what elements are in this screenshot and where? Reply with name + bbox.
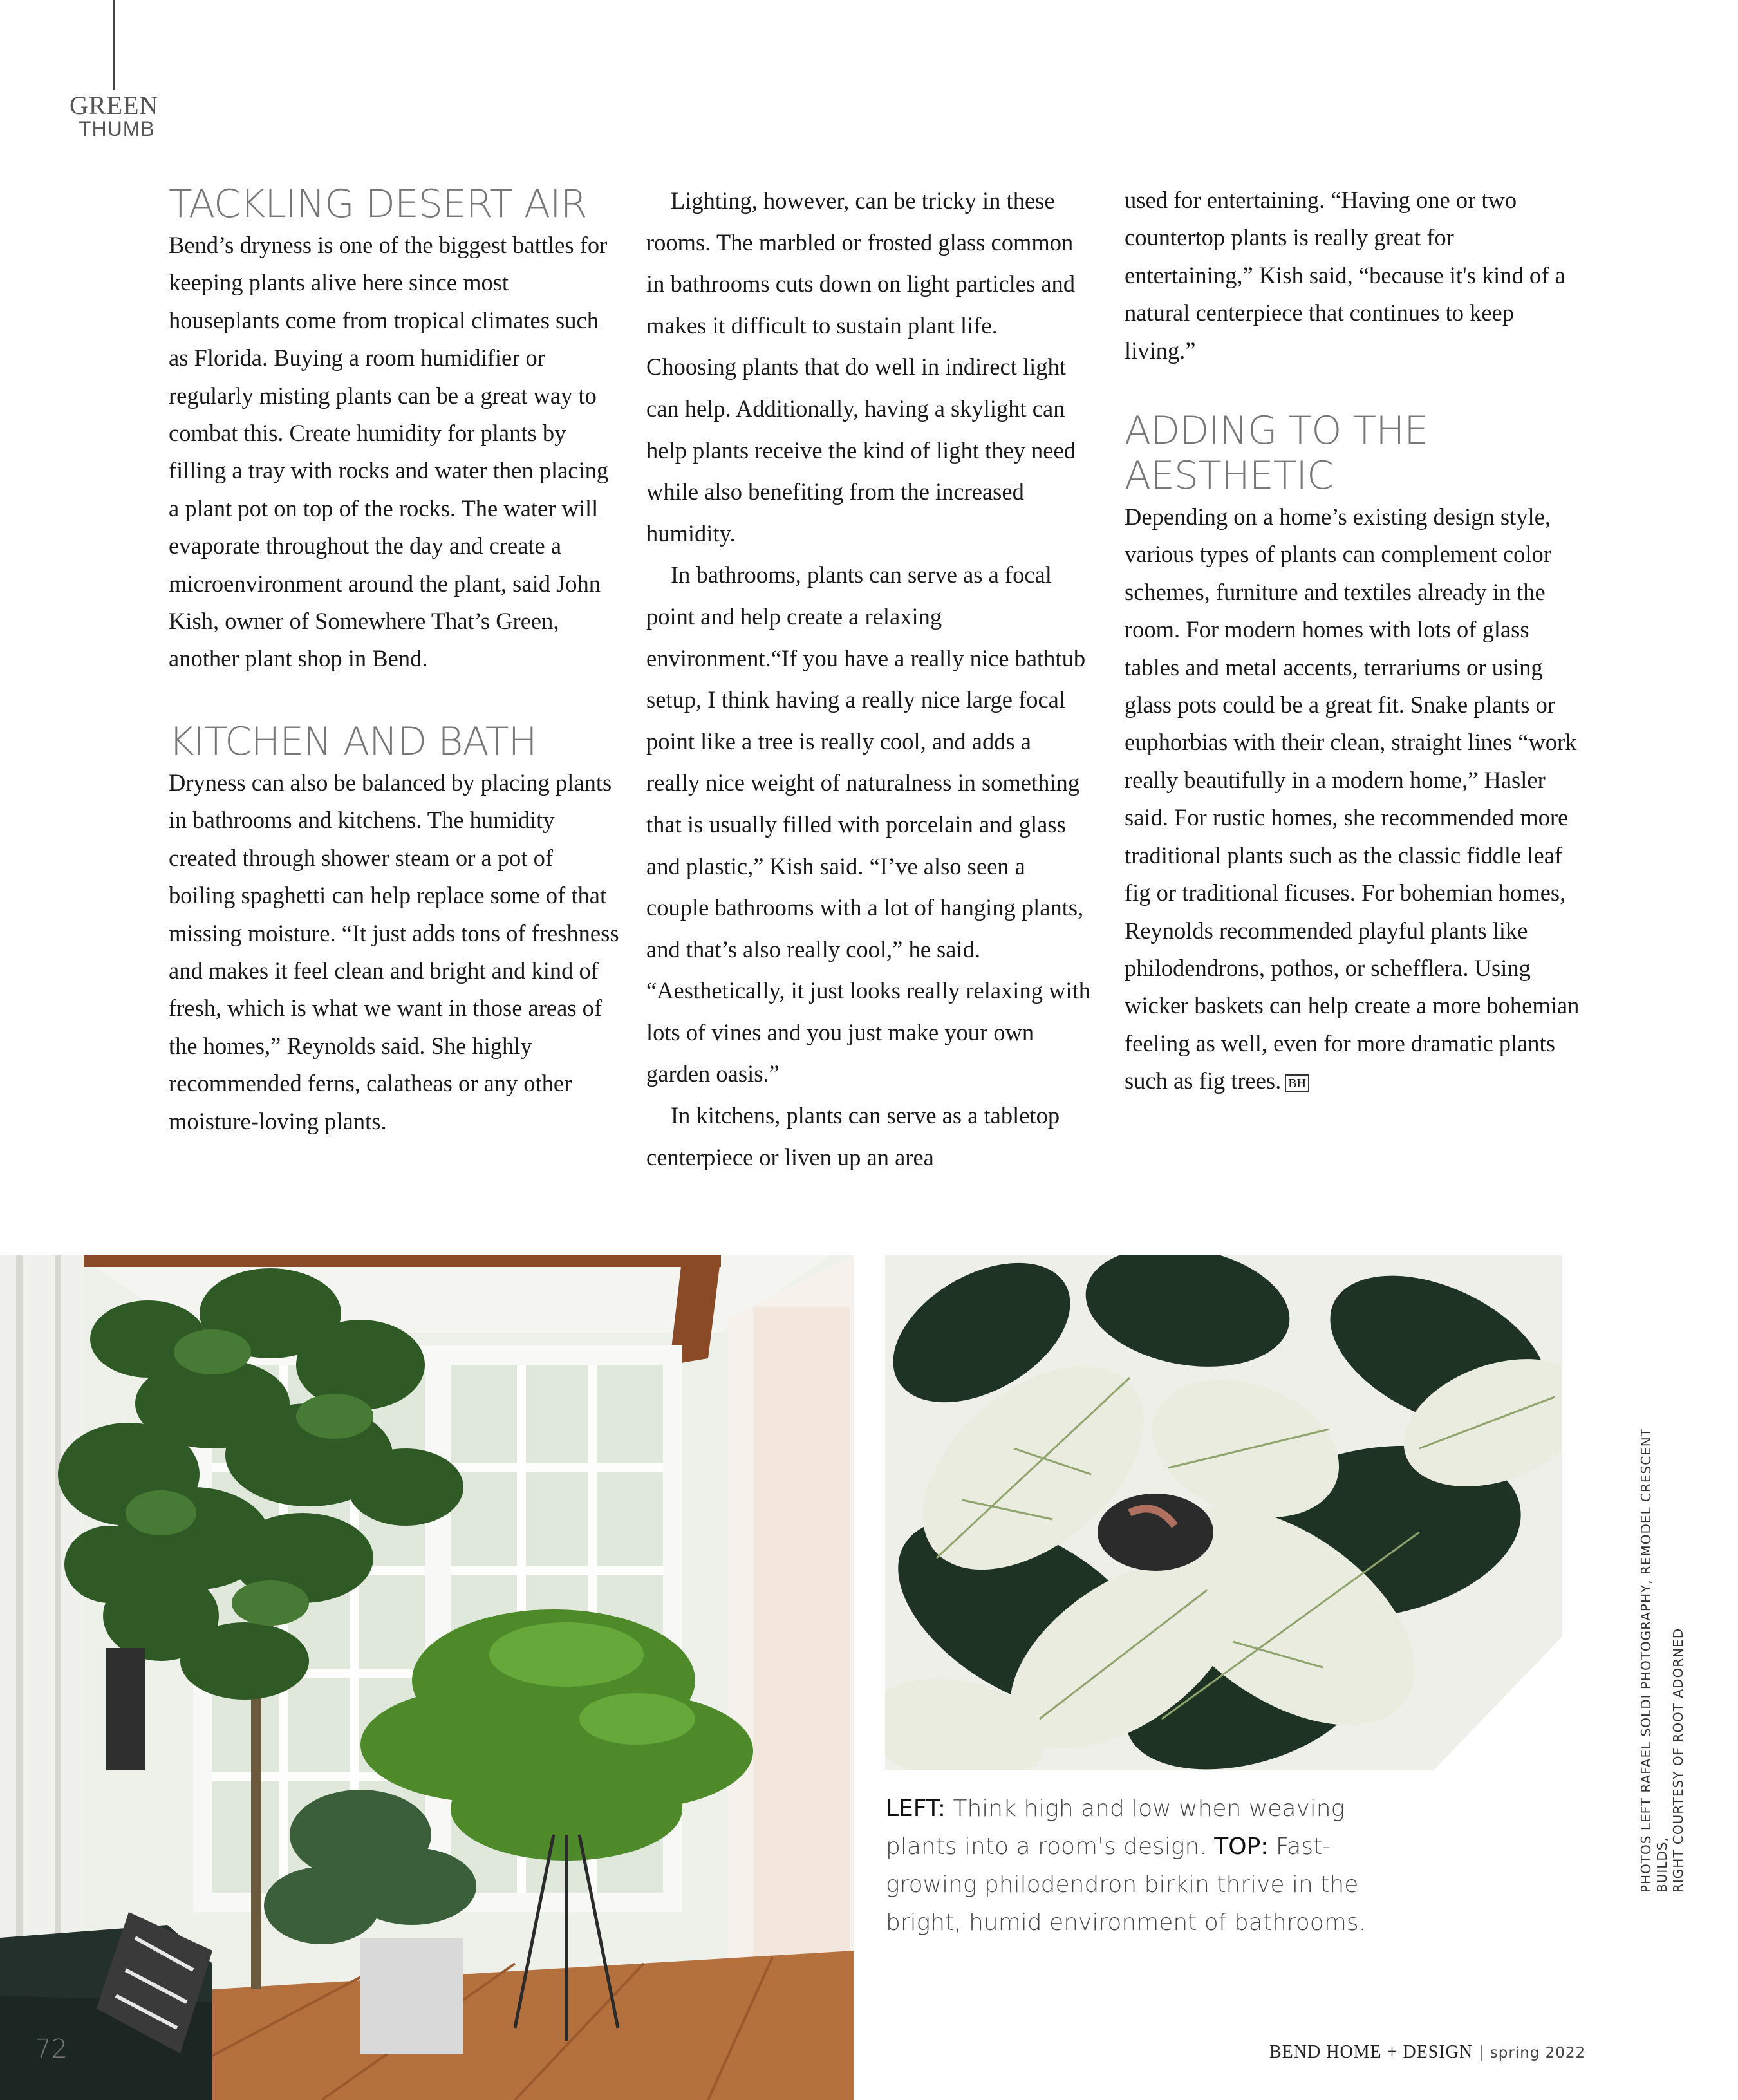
article-column-1 (169, 182, 619, 1140)
heading-kitchen-and-bath: KITCHEN AND BATH (169, 718, 537, 764)
paragraph: Bend’s dryness is one of the biggest battles for keeping plants alive here since most houseplants come from tropical climates such as Florida. Buying a room humidifier or regularly misting plants can be a great way to combat this. Create humidity for plants by filling a tray with rocks and water then placing a plant pot on top of the rocks. The water will evaporate throughout the day and create a microenvironment around the plant, said John Kish, owner of Somewhere That’s Green, another plant shop in Bend. (169, 232, 609, 672)
paragraph: In bathrooms, plants can serve as a focal point and help create a relaxing environment.“If you have a really nice bathtub setup, I think having a really nice large focal point like a tree is really cool, and adds a really nice weight of naturalness in something that is usually filled with porcelain and glass and plastic,” Kish said. “I’ve also seen a couple bathrooms with a lot of hanging plants, and that’s also really cool,” he said. “Aesthetically, it just looks really relaxing with lots of vines and you just make your own garden oasis.” (646, 561, 1090, 1087)
photo-credit-line-1: PHOTOS LEFT RAFAEL SOLDI PHOTOGRAPHY, REMODEL CRESCENT BUILDS, (1638, 1428, 1670, 1893)
photo-sunroom-plants (0, 1255, 854, 2100)
end-mark-logo: BH (1285, 1074, 1309, 1092)
caption-top-text: Fast-growing philodendron birkin thrive in the bright, humid environment of bathrooms. (886, 1833, 1367, 1936)
section-title: GREEN (70, 91, 159, 120)
caption-left-label: LEFT: (886, 1795, 946, 1822)
paragraph: used for entertaining. “Having one or two countertop plants is really great for entertaining,” Kish said, “because it's kind of a natural centerpiece that continues to keep living.” (1125, 187, 1565, 364)
article-column-2 (646, 180, 1090, 1178)
footer-separator: | (1479, 2042, 1484, 2062)
magazine-name: BEND HOME + DESIGN (1269, 2042, 1473, 2062)
issue-season: spring 2022 (1490, 2045, 1586, 2061)
paragraph: In kitchens, plants can serve as a tabletop centerpiece or liven up an area (646, 1102, 1060, 1170)
heading-tackling-desert-air: TACKLING DESERT AIR (169, 182, 587, 227)
section-subtitle: THUMB (79, 117, 155, 140)
photo-philodendron-birkin (885, 1255, 1562, 1770)
caption-top-label: TOP: (1214, 1833, 1269, 1860)
photo-caption (886, 1790, 1414, 1942)
paragraph (1125, 498, 1588, 1100)
footer-magazine (1269, 2042, 1585, 2063)
photo-credit-line-2: RIGHT COURTESY OF ROOT ADORNED (1670, 1627, 1686, 1893)
photo-credit (1638, 1378, 1687, 1893)
header-rule (113, 0, 115, 90)
article-column-3 (1125, 182, 1588, 1100)
page-number: 72 (35, 2034, 68, 2064)
sunroom-illustration (0, 1255, 854, 2100)
heading-adding-to-the-aesthetic: ADDING TO THE AESTHETIC (1125, 408, 1428, 499)
paragraph-text: Depending on a home’s existing design style, various types of plants can complement color schemes, furniture and textiles already in the room. For modern homes with lots of glass tables and metal accents, terrariums or using glass pots could be a great fit. Snake plants or euphorbias with their clean, straight lines “work really beautifully in a modern home,” Hasler said. For rustic homes, she recommended more traditional plants such as the classic fiddle leaf fig or traditional ficuses. For bohemian homes, Reynolds recommended playful plants like philodendrons, pothos, or schefflera. Using wicker baskets can help create a more bohemian feeling as well, even for more dramatic plants such as fig trees. (1125, 503, 1580, 1094)
caption-left-text: Think high and low when weaving plants into a room's design. (886, 1795, 1345, 1860)
paragraph: Dryness can also be balanced by placing plants in bathrooms and kitchens. The humidity created through shower steam or a pot of boiling spaghetti can help replace some of that missing moisture. “It just adds tons of freshness and makes it feel clean and bright and kind of fresh, which is what we want in those areas of the homes,” Reynolds said. She highly recommended ferns, calatheas or any other moisture-loving plants. (169, 769, 619, 1134)
paragraph: Lighting, however, can be tricky in these rooms. The marbled or frosted glass common in bathrooms cuts down on light particles and makes it difficult to sustain plant life. Choosing plants that do well in indirect light can help. Additionally, having a skylight can help plants receive the kind of light they need while also benefiting from the increased humidity. (646, 187, 1076, 547)
philodendron-illustration (885, 1255, 1562, 1770)
